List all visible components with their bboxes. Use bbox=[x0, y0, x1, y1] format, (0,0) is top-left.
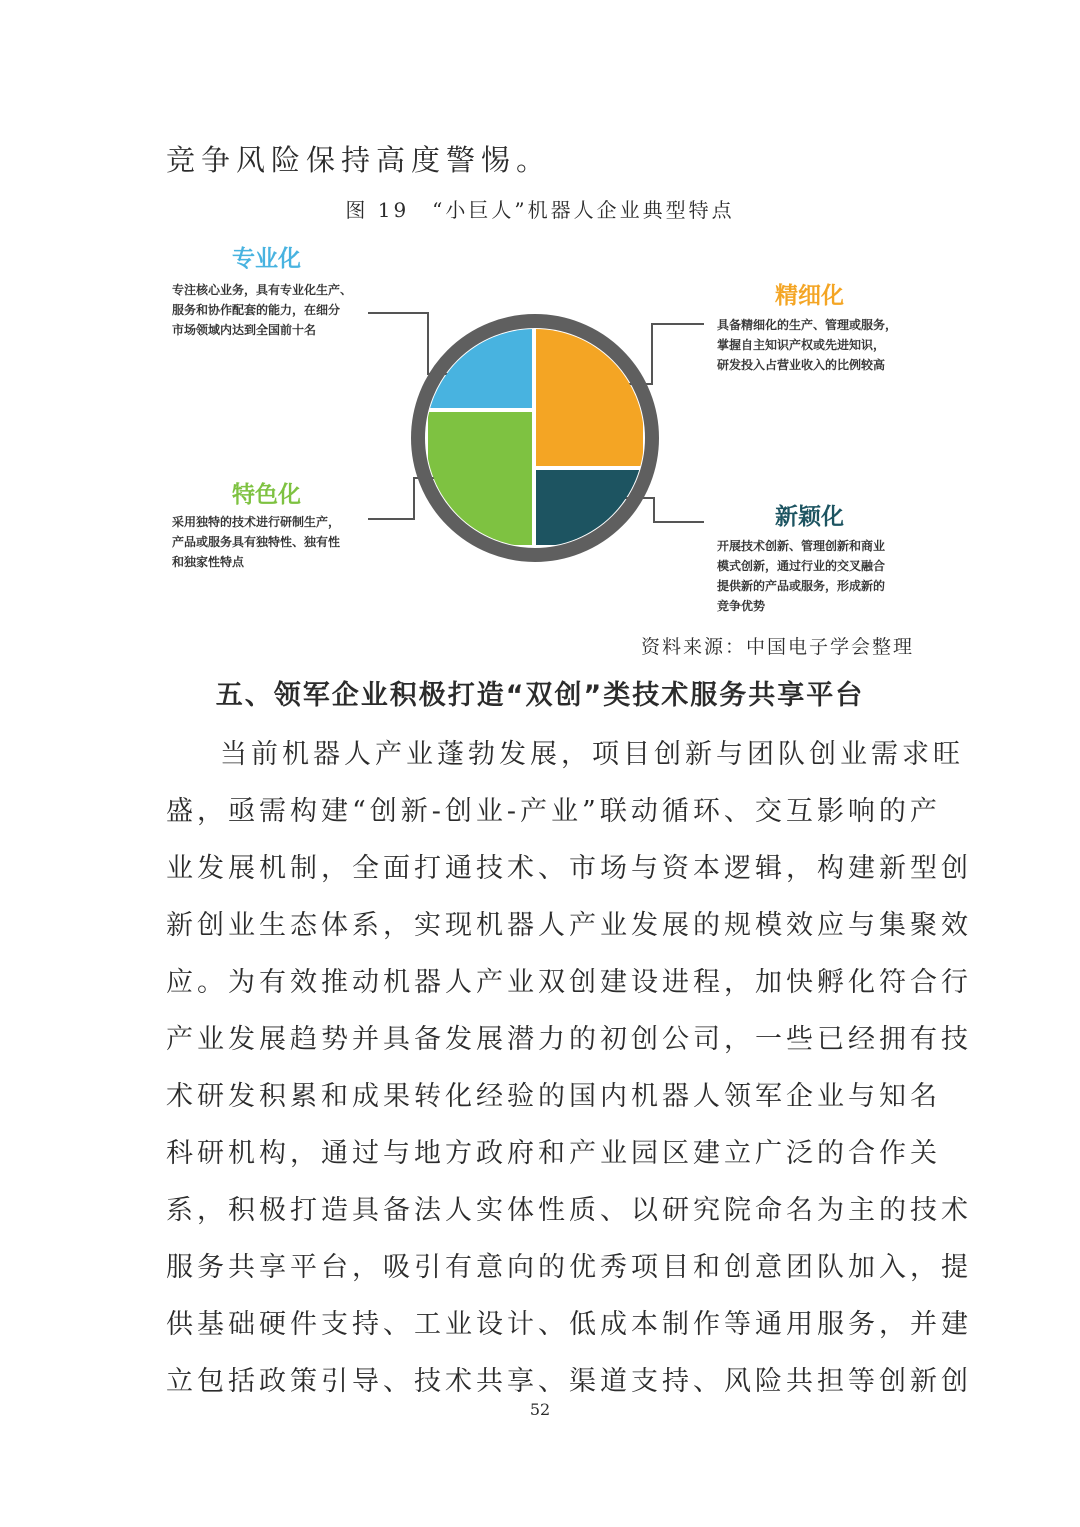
body-line: 立包括政策引导、技术共享、渠道支持、风险共担等创新创 bbox=[166, 1366, 972, 1397]
quadrant-desc-specialized bbox=[172, 280, 352, 340]
quadrant-desc-distinctive bbox=[172, 512, 340, 572]
body-line: 产业发展趋势并具备发展潜力的初创公司，一些已经拥有技 bbox=[166, 1024, 972, 1055]
body-line: 盛，亟需构建“创新-创业-产业”联动循环、交互影响的产 bbox=[166, 796, 941, 827]
section-heading: 五、领军企业积极打造“双创”类技术服务共享平台 bbox=[215, 680, 865, 711]
desc-line: 研发投入占营业收入的比例较高 bbox=[717, 358, 886, 372]
desc-line: 采用独特的技术进行研制生产， bbox=[172, 515, 341, 529]
body-line: 业发展机制，全面打通技术、市场与资本逻辑，构建新型创 bbox=[166, 853, 972, 884]
figure-source: 资料来源：中国电子学会整理 bbox=[640, 636, 914, 658]
paragraph-tail: 竞争风险保持高度警惕。 bbox=[166, 143, 552, 177]
desc-line: 服务和协作配套的能力，在细分 bbox=[172, 303, 341, 317]
desc-line: 竞争优势 bbox=[717, 599, 766, 613]
body-line: 术研发积累和成果转化经验的国内机器人领军企业与知名 bbox=[166, 1081, 941, 1112]
body-line: 供基础硬件支持、工业设计、低成本制作等通用服务，并建 bbox=[166, 1309, 972, 1340]
desc-line: 专注核心业务，具有专业化生产、 bbox=[172, 283, 353, 297]
desc-line: 掌握自主知识产权或先进知识， bbox=[717, 338, 886, 352]
quadrant-title-specialized: 专业化 bbox=[232, 246, 301, 272]
quadrant-distinctive bbox=[428, 412, 532, 545]
desc-line: 市场领域内达到全国前十名 bbox=[172, 323, 317, 337]
quadrant-desc-novel bbox=[717, 536, 885, 616]
quadrant-desc-refined bbox=[717, 315, 897, 375]
body-line: 应。为有效推动机器人产业双创建设进程，加快孵化符合行 bbox=[166, 967, 972, 998]
body-line: 新创业生态体系，实现机器人产业发展的规模效应与集聚效 bbox=[166, 910, 972, 941]
quadrant-title-refined: 精细化 bbox=[775, 283, 844, 309]
desc-line: 和独家性特点 bbox=[172, 555, 245, 569]
quadrant-title-distinctive: 特色化 bbox=[232, 482, 301, 508]
desc-line: 产品或服务具有独特性、独有性 bbox=[172, 535, 341, 549]
quadrant-title-novel: 新颖化 bbox=[775, 504, 844, 530]
body-line: 科研机构，通过与地方政府和产业园区建立广泛的合作关 bbox=[166, 1138, 941, 1169]
desc-line: 提供新的产品或服务，形成新的 bbox=[717, 579, 886, 593]
body-line: 当前机器人产业蓬勃发展，项目创新与团队创业需求旺 bbox=[220, 739, 964, 770]
desc-line: 模式创新，通过行业的交叉融合 bbox=[717, 559, 886, 573]
desc-line: 开展技术创新、管理创新和商业 bbox=[717, 539, 886, 553]
desc-line: 具备精细化的生产、管理或服务， bbox=[717, 318, 898, 332]
body-line: 服务共享平台，吸引有意向的优秀项目和创意团队加入，提 bbox=[166, 1252, 972, 1283]
page-number: 52 bbox=[529, 1400, 551, 1419]
figure-caption: 图 19 “小巨人”机器人企业典型特点 bbox=[345, 198, 735, 222]
body-line: 系，积极打造具备法人实体性质、以研究院命名为主的技术 bbox=[166, 1195, 972, 1226]
quadrant-refined bbox=[536, 328, 643, 466]
quadrant-diagram bbox=[0, 0, 1080, 700]
